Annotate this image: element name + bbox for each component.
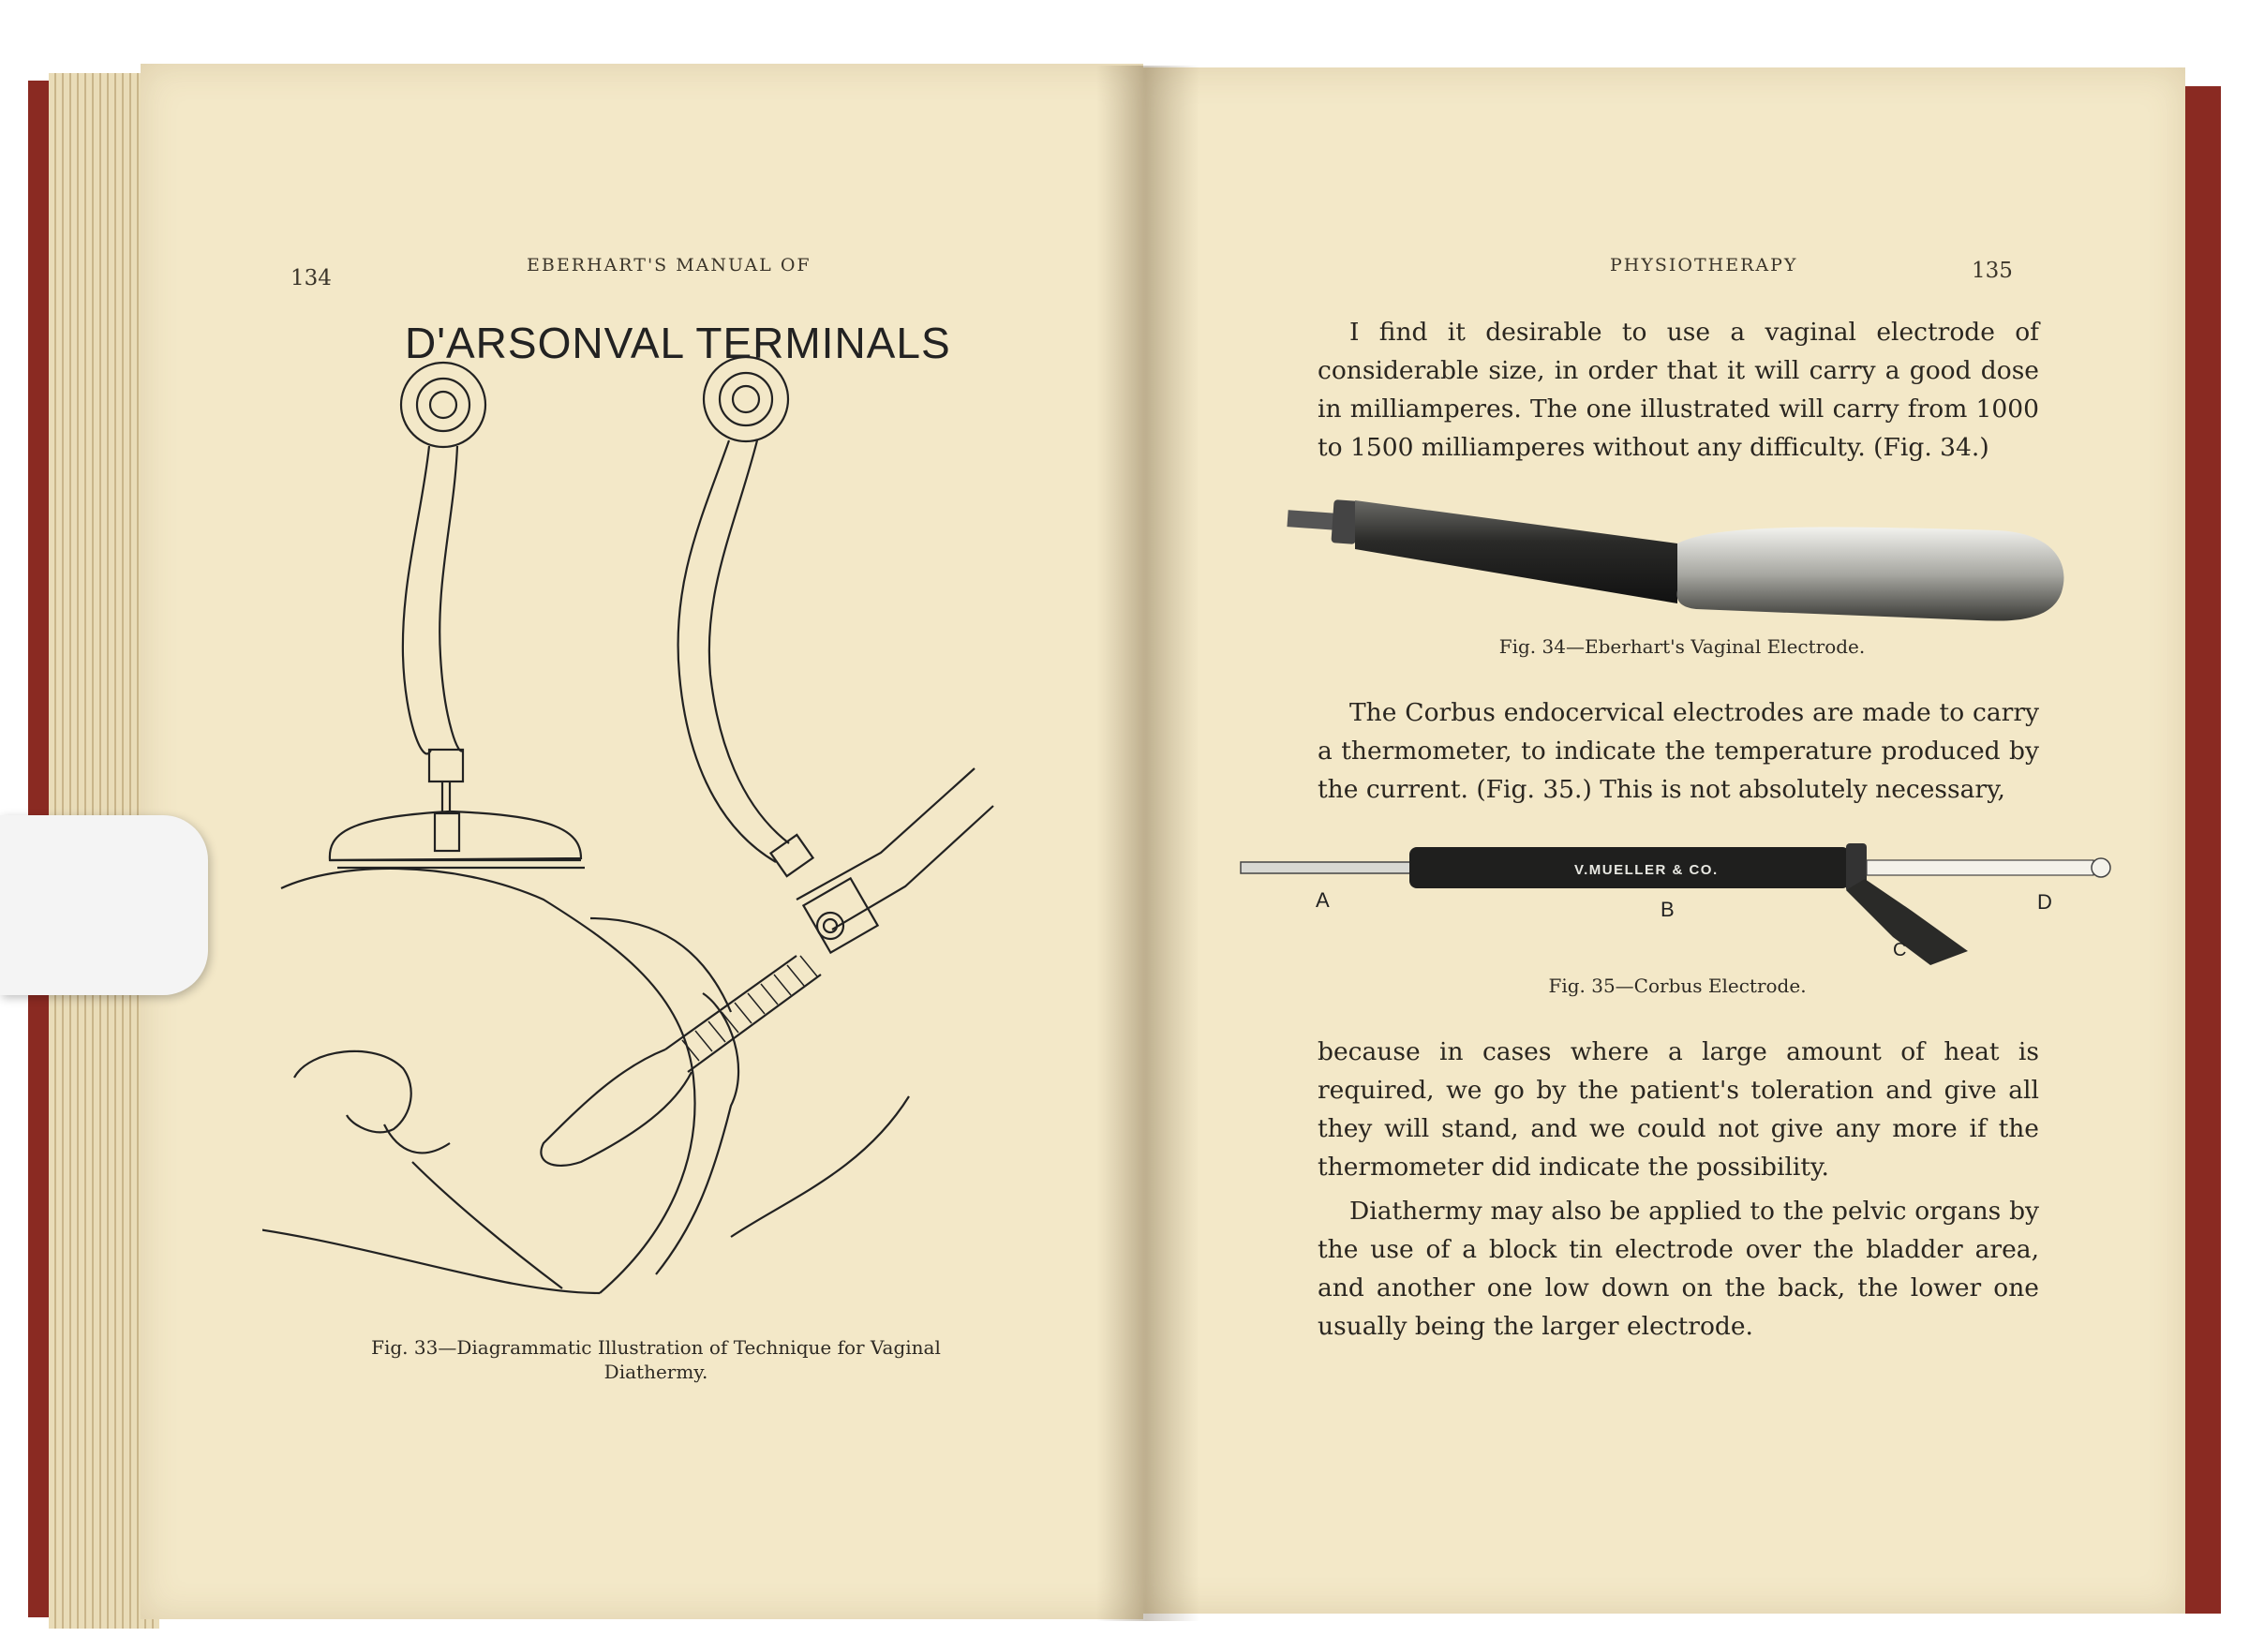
paragraph-4-text: Diathermy may also be applied to the pelvic organs by the use of a block tin electrode over the bladder area, and another one low down on the back, the lower one usually being the larger electrode.: [1318, 1197, 2039, 1341]
paragraph-2-text: The Corbus endocervical electrodes are made to carry a thermometer, to indicate the temperature produced by the current. (Fig. 35.) This is not absolutely necessary,: [1318, 698, 2039, 804]
figure-35-brand: V.MUELLER & CO.: [1574, 862, 1719, 878]
figure-33-title: D'ARSONVAL TERMINALS: [405, 319, 951, 367]
figure-35-illustration: [1237, 825, 2118, 975]
fig35-label-a: A: [1316, 888, 1330, 912]
left-terminal-disc: [401, 363, 485, 447]
figure-34-caption: Fig. 34—Eberhart's Vaginal Electrode.: [1498, 635, 1866, 658]
thermometer: [1867, 860, 2093, 875]
right-page-number: 135: [1972, 259, 2013, 283]
paragraph-1-text: I find it desirable to use a vaginal electrode of considerable size, in order that it will carry a good dose in milliamperes. The one illustrated will carry from 1000 to 1500 milliamperes without any difficulty. (Fig. 34.): [1318, 318, 2039, 462]
figure-33-caption: Fig. 33—Diagrammatic Illustration of Technique for Vaginal Diathermy.: [371, 1336, 941, 1383]
figure-33-illustration: [262, 300, 1012, 1331]
electrode-rod: [1241, 862, 1419, 873]
page-clip: [0, 815, 208, 995]
paragraph-4: [1318, 1192, 2039, 1346]
fig35-label-c: C: [1893, 940, 1907, 960]
figure-34-illustration: [1284, 487, 2080, 628]
electrode-shaft: [1355, 500, 1677, 603]
electrode-tip: [1677, 528, 2064, 621]
electrode-cable: [1846, 879, 1968, 965]
electrode-screw: [1287, 510, 1336, 530]
book-gutter: [1096, 66, 1199, 1621]
fig35-label-b: B: [1661, 898, 1675, 921]
right-terminal-disc: [704, 357, 788, 441]
fig35-label-d: D: [2037, 890, 2052, 914]
figure-35-caption: Fig. 35—Corbus Electrode.: [1548, 975, 1807, 997]
paragraph-2: [1318, 693, 2039, 809]
paragraph-3: [1318, 1033, 2039, 1186]
abdominal-pad: [330, 811, 581, 860]
right-cable: [678, 440, 776, 862]
left-cable: [403, 446, 431, 753]
paragraph-3-text: because in cases where a large amount of heat is required, we go by the patient's toleration and give all they will stand, and we could not give any more if the thermometer did indicate the possibility.: [1318, 1037, 2039, 1182]
electrode-handle: [797, 768, 975, 900]
paragraph-1: [1318, 313, 2039, 467]
left-page-number: 134: [290, 266, 332, 290]
right-running-head: PHYSIOTHERAPY: [1610, 255, 1798, 275]
left-running-head: EBERHART'S MANUAL OF: [527, 255, 812, 275]
